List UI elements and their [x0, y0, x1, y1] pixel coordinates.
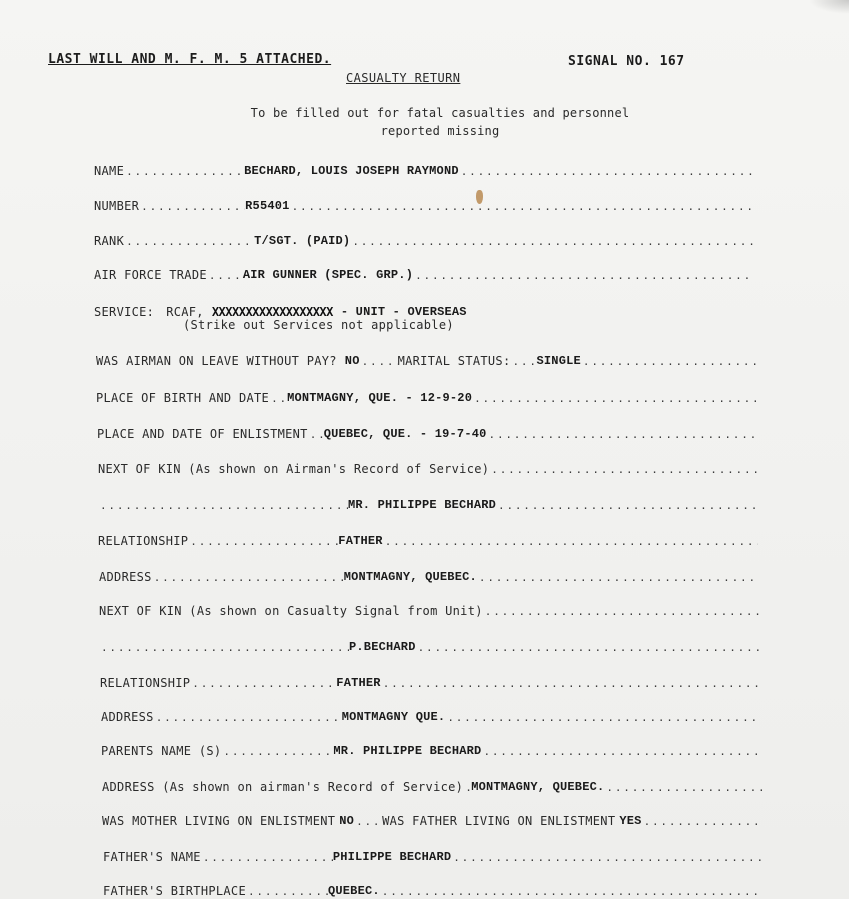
field-value: BECHARD, LOUIS JOSEPH RAYMOND	[244, 164, 459, 178]
dot-leader	[308, 428, 324, 441]
field-value: QUEBEC, QUE. - 19-7-40	[323, 427, 487, 441]
field-parents-living	[102, 810, 762, 828]
field-service	[94, 301, 694, 319]
field-relationship-signal	[100, 672, 760, 690]
dot-leader	[463, 781, 471, 794]
field-label: PLACE AND DATE OF ENLISTMENT	[97, 427, 308, 441]
field-label: ADDRESS	[99, 570, 152, 584]
dot-leader	[459, 165, 754, 178]
dot-leader	[581, 355, 756, 368]
field-label: PARENTS NAME (S)	[101, 744, 222, 758]
field-label: MARITAL STATUS:	[397, 354, 511, 368]
field-value: NO	[339, 814, 355, 828]
dot-leader	[201, 851, 333, 864]
dot-leader	[154, 711, 342, 724]
field-label: AIR FORCE TRADE	[94, 268, 207, 282]
dot-leader	[99, 641, 349, 654]
field-trade	[94, 264, 754, 282]
dot-leader	[188, 535, 338, 548]
field-label: FATHER'S BIRTHPLACE	[103, 884, 246, 898]
field-value: MONTMAGNY, QUE. - 12-9-20	[287, 391, 473, 405]
field-next-of-kin-signal	[99, 600, 759, 618]
dot-leader	[381, 677, 760, 690]
field-relationship-record	[98, 530, 758, 548]
dot-leader	[445, 711, 761, 724]
field-value: PHILIPPE BECHARD	[332, 850, 452, 864]
dot-leader	[416, 641, 759, 654]
field-parents-name	[101, 740, 761, 758]
field-label: SERVICE:	[94, 305, 155, 319]
dot-leader	[496, 499, 758, 512]
field-address-record	[99, 566, 759, 584]
field-label: ADDRESS (As shown on airman's Record of Service)	[102, 780, 464, 794]
field-birth	[96, 387, 756, 405]
field-value: R55401	[245, 199, 290, 213]
field-rank	[94, 230, 754, 248]
dot-leader	[246, 885, 328, 898]
dot-leader	[477, 571, 759, 584]
field-value: MR. PHILIPPE BECHARD	[348, 498, 497, 512]
field-value: MR. PHILIPPE BECHARD	[333, 744, 482, 758]
dot-leader	[489, 463, 758, 476]
instruction-line-1: To be filled out for fatal casualties and personnel	[250, 106, 630, 120]
field-value: MONTMAGNY, QUEBEC.	[343, 570, 477, 584]
field-label: RANK	[94, 234, 125, 248]
dot-leader	[152, 571, 344, 584]
service-prefix: RCAF,	[166, 305, 204, 319]
header-attachments-note: LAST WILL AND M. F. M. 5 ATTACHED.	[48, 52, 332, 67]
field-value: YES	[619, 814, 642, 828]
field-value: FATHER	[338, 534, 383, 548]
field-label: FATHER'S NAME	[103, 850, 201, 864]
field-label: WAS FATHER LIVING ON ENLISTMENT	[382, 814, 616, 828]
field-name	[94, 160, 754, 178]
dot-leader	[190, 677, 336, 690]
field-father-birthplace	[103, 880, 763, 898]
service-note: (Strike out Services not applicable)	[183, 318, 454, 332]
dot-leader	[350, 235, 754, 248]
field-number	[94, 195, 754, 213]
dot-leader	[510, 355, 536, 368]
dot-leader	[354, 815, 382, 828]
field-label: NEXT OF KIN (As shown on Casualty Signal from Unit)	[99, 604, 483, 618]
field-value: P.BECHARD	[349, 640, 416, 654]
field-value: FATHER	[336, 676, 381, 690]
dot-leader	[124, 235, 254, 248]
dot-leader	[383, 535, 758, 548]
field-value: - UNIT - OVERSEAS	[340, 305, 467, 319]
field-label: RELATIONSHIP	[98, 534, 189, 548]
dot-leader	[472, 392, 756, 405]
field-value: AIR GUNNER (SPEC. GRP.)	[242, 268, 414, 282]
field-label: NUMBER	[94, 199, 140, 213]
dot-leader	[451, 851, 763, 864]
field-value: QUEBEC.	[327, 884, 380, 898]
page-corner-shadow	[809, 0, 849, 14]
field-value: SINGLE	[536, 354, 581, 368]
field-label: WAS AIRMAN ON LEAVE WITHOUT PAY?	[96, 354, 337, 368]
field-value: MONTMAGNY QUE.	[341, 710, 446, 724]
dot-leader	[604, 781, 762, 794]
next-of-kin-record-value-line	[98, 494, 758, 512]
dot-leader	[124, 165, 244, 178]
document-title: CASUALTY RETURN	[346, 71, 461, 85]
field-value: T/SGT. (PAID)	[254, 234, 351, 248]
field-label: WAS MOTHER LIVING ON ENLISTMENT	[102, 814, 336, 828]
dot-leader	[269, 392, 287, 405]
dot-leader	[642, 815, 762, 828]
field-label: PLACE OF BIRTH AND DATE	[96, 391, 270, 405]
field-label: NEXT OF KIN (As shown on Airman's Record of Service)	[98, 462, 490, 476]
dot-leader	[221, 745, 333, 758]
field-label: ADDRESS	[101, 710, 154, 724]
field-father-name	[103, 846, 763, 864]
next-of-kin-signal-value-line	[99, 636, 759, 654]
dot-leader	[487, 428, 757, 441]
field-value: NO	[344, 354, 360, 368]
instruction-line-2: reported missing	[380, 124, 500, 138]
dot-leader	[481, 745, 761, 758]
field-label: RELATIONSHIP	[100, 676, 191, 690]
field-enlistment	[97, 423, 757, 441]
dot-leader	[98, 499, 348, 512]
field-parents-address	[102, 776, 762, 794]
dot-leader	[360, 355, 398, 368]
dot-leader	[380, 885, 763, 898]
dot-leader	[207, 269, 243, 282]
field-value: MONTMAGNY, QUEBEC.	[471, 780, 605, 794]
signal-number: SIGNAL NO. 167	[568, 54, 685, 69]
field-next-of-kin-record	[98, 458, 758, 476]
dot-leader	[290, 200, 754, 213]
dot-leader	[413, 269, 754, 282]
dot-leader	[139, 200, 245, 213]
field-leave-marital	[96, 350, 756, 368]
field-label: NAME	[94, 164, 125, 178]
field-address-signal	[101, 706, 761, 724]
struck-out-services: XXXXXXXXXXXXXXXXXX	[211, 305, 333, 319]
dot-leader	[483, 605, 759, 618]
